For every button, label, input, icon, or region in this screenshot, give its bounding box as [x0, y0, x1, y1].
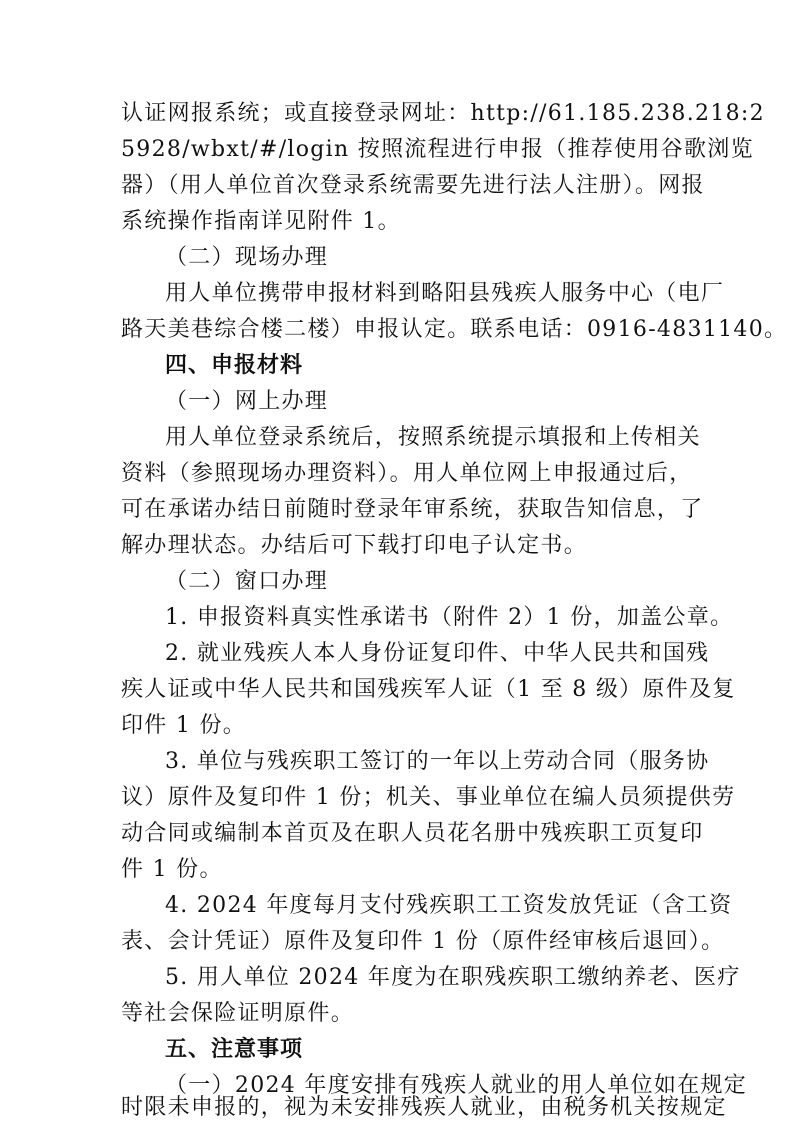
- section-heading: 五、注意事项: [165, 1037, 304, 1062]
- subsection-heading: （二）窗口办理: [165, 569, 329, 594]
- list-item-line: 2. 就业残疾人本人身份证复印件、中华人民共和国残: [165, 641, 710, 666]
- section-heading: 四、申报材料: [165, 353, 304, 378]
- list-item-line: 议）原件及复印件 1 份；机关、事业单位在编人员须提供劳: [121, 785, 736, 810]
- paragraph-line: 系统操作指南详见附件 1。: [121, 209, 401, 234]
- list-item-line: 3. 单位与残疾职工签订的一年以上劳动合同（服务协: [165, 749, 710, 774]
- paragraph-line: 用人单位登录系统后，按照系统提示填报和上传相关: [165, 425, 701, 450]
- list-item-line: 动合同或编制本首页及在职人员花名册中残疾职工页复印: [121, 821, 704, 846]
- paragraph-line: 路天美巷综合楼二楼）申报认定。联系电话：0916-4831140。: [121, 317, 788, 342]
- paragraph-line: 可在承诺办结日前随时登录年审系统，获取告知信息，了: [121, 497, 704, 522]
- paragraph-line: 解办理状态。办结后可下载打印电子认定书。: [121, 533, 588, 558]
- list-item-line: 印件 1 份。: [121, 713, 247, 738]
- paragraph-line: 时限未申报的，视为未安排残疾人就业，由税务机关按规定: [121, 1095, 727, 1120]
- paragraph-line: （一）2024 年度安排有残疾人就业的用人单位如在规定: [165, 1073, 748, 1098]
- subsection-heading: （一）网上办理: [165, 389, 329, 414]
- list-item-line: 5. 用人单位 2024 年度为在职残疾职工缴纳养老、医疗: [165, 965, 741, 990]
- list-item-line: 疾人证或中华人民共和国残疾军人证（1 至 8 级）原件及复: [121, 677, 736, 702]
- list-item-line: 4. 2024 年度每月支付残疾职工工资发放凭证（含工资: [165, 893, 733, 918]
- list-item-line: 件 1 份。: [121, 857, 223, 882]
- paragraph-line: 5928/wbxt/#/login 按照流程进行申报（推荐使用谷歌浏览: [121, 137, 754, 162]
- paragraph-line: 认证网报系统；或直接登录网址：http://61.185.238.218:2: [121, 101, 765, 126]
- paragraph-line: 器）（用人单位首次登录系统需要先进行法人注册）。网报: [121, 173, 705, 198]
- paragraph-line: 用人单位携带申报材料到略阳县残疾人服务中心（电厂: [165, 281, 725, 306]
- paragraph-line: 资料（参照现场办理资料）。用人单位网上申报通过后，: [121, 461, 693, 486]
- list-item-line: 1. 申报资料真实性承诺书（附件 2）1 份，加盖公章。: [165, 605, 734, 630]
- list-item-line: 等社会保险证明原件。: [121, 1001, 355, 1026]
- list-item-line: 表、会计凭证）原件及复印件 1 份（原件经审核后退回）。: [121, 929, 725, 954]
- subsection-heading: （二）现场办理: [165, 245, 329, 270]
